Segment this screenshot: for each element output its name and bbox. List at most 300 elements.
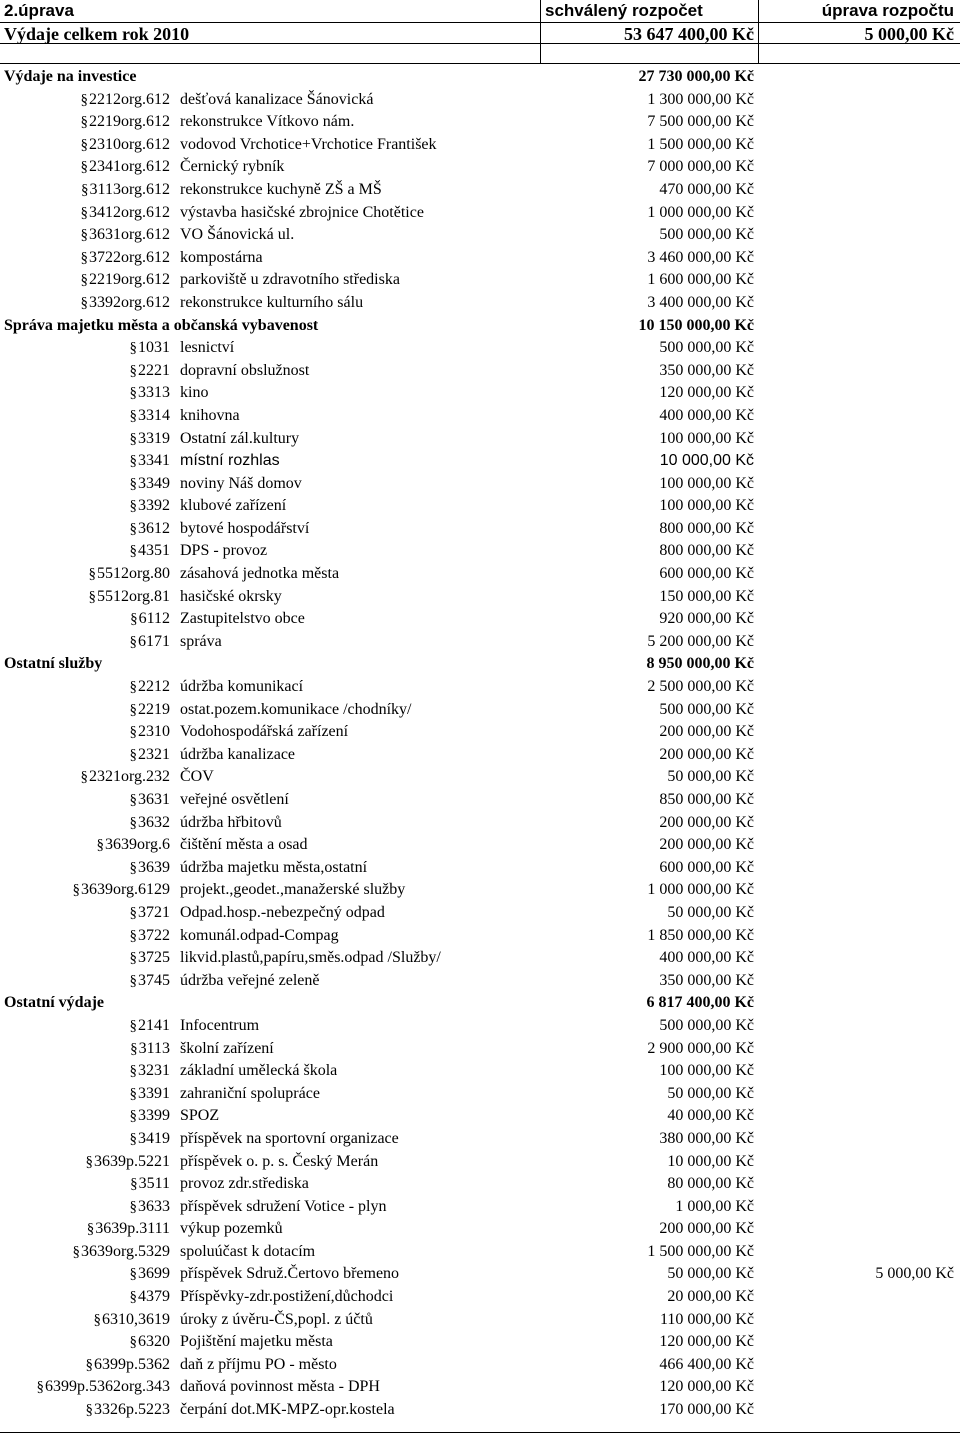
budget-code bbox=[0, 450, 180, 473]
budget-code bbox=[0, 292, 180, 315]
paragraph-sign-icon: § bbox=[130, 1176, 138, 1193]
budget-code-value: 3639 bbox=[138, 858, 170, 876]
budget-amount: 600 000,00 Kč bbox=[659, 858, 754, 876]
budget-change bbox=[758, 1218, 960, 1241]
budget-code-value: 3391 bbox=[138, 1084, 170, 1102]
budget-code-value: 2321 bbox=[138, 745, 170, 763]
budget-code-value: 3639org.6129 bbox=[80, 881, 170, 899]
budget-code-value: 3631org.612 bbox=[88, 226, 170, 244]
paragraph-sign-icon: § bbox=[129, 746, 137, 763]
budget-code-value: 2321org.232 bbox=[88, 768, 170, 786]
budget-amount: 200 000,00 Kč bbox=[659, 723, 754, 741]
paragraph-sign-icon: § bbox=[80, 204, 88, 221]
section-header-row bbox=[0, 315, 960, 338]
budget-change bbox=[758, 586, 960, 609]
budget-description: kompostárna bbox=[180, 248, 263, 266]
budget-change bbox=[758, 631, 960, 654]
budget-row bbox=[0, 473, 960, 496]
budget-code-value: 3639p.3111 bbox=[95, 1220, 170, 1238]
paragraph-sign-icon: § bbox=[80, 114, 88, 131]
paragraph-sign-icon: § bbox=[80, 227, 88, 244]
budget-change bbox=[758, 428, 960, 451]
paragraph-sign-icon: § bbox=[129, 814, 137, 831]
budget-description: místní rozhlas bbox=[180, 452, 280, 470]
budget-code-value: 3319 bbox=[138, 429, 170, 447]
budget-change bbox=[758, 89, 960, 112]
budget-description: školní zařízení bbox=[180, 1039, 274, 1057]
grand-total-row bbox=[0, 22, 960, 44]
budget-code bbox=[0, 360, 180, 383]
budget-code bbox=[0, 1151, 180, 1174]
budget-row bbox=[0, 1083, 960, 1106]
budget-amount: 200 000,00 Kč bbox=[659, 1220, 754, 1238]
budget-amount: 1 600 000,00 Kč bbox=[647, 271, 754, 289]
budget-amount: 10 000,00 Kč bbox=[659, 452, 754, 470]
budget-description: daňová povinnost města - DPH bbox=[180, 1378, 380, 1396]
budget-description: VO Šánovická ul. bbox=[180, 226, 295, 244]
budget-code bbox=[0, 970, 180, 993]
paragraph-sign-icon: § bbox=[86, 1221, 95, 1238]
budget-description: příspěvek Sdruž.Čertovo břemeno bbox=[180, 1265, 400, 1283]
budget-description: vodovod Vrchotice+Vrchotice František bbox=[180, 135, 437, 153]
budget-row bbox=[0, 1376, 960, 1399]
budget-row bbox=[0, 1331, 960, 1354]
budget-description: údržba komunikací bbox=[180, 678, 304, 696]
budget-description: parkoviště u zdravotního střediska bbox=[180, 271, 400, 289]
budget-row bbox=[0, 879, 960, 902]
budget-row bbox=[0, 766, 960, 789]
budget-code bbox=[0, 1241, 180, 1264]
budget-row bbox=[0, 1354, 960, 1377]
budget-change bbox=[758, 540, 960, 563]
budget-row bbox=[0, 1060, 960, 1083]
budget-code-value: 3631 bbox=[138, 791, 170, 808]
budget-row bbox=[0, 1241, 960, 1264]
budget-code bbox=[0, 631, 180, 654]
paragraph-sign-icon: § bbox=[129, 543, 137, 560]
budget-change bbox=[758, 1331, 960, 1354]
section-header-row bbox=[0, 653, 960, 676]
budget-change bbox=[758, 269, 960, 292]
budget-row bbox=[0, 1286, 960, 1309]
budget-description: rekonstrukce kulturního sálu bbox=[180, 293, 364, 311]
budget-code bbox=[0, 1196, 180, 1219]
budget-change bbox=[758, 1105, 960, 1128]
budget-code bbox=[0, 1309, 180, 1332]
budget-code bbox=[0, 721, 180, 744]
budget-amount: 380 000,00 Kč bbox=[659, 1129, 754, 1147]
budget-amount: 800 000,00 Kč bbox=[659, 542, 754, 560]
budget-row bbox=[0, 1309, 960, 1332]
budget-row bbox=[0, 111, 960, 134]
budget-code bbox=[0, 518, 180, 541]
budget-code bbox=[0, 1331, 180, 1354]
paragraph-sign-icon: § bbox=[129, 701, 137, 718]
budget-amount: 150 000,00 Kč bbox=[659, 587, 754, 605]
paragraph-sign-icon: § bbox=[72, 1243, 80, 1260]
budget-code-value: 3113org.612 bbox=[89, 180, 170, 198]
section-total: 6 817 400,00 Kč bbox=[646, 994, 754, 1012]
budget-code-value: 2212org.612 bbox=[88, 90, 170, 108]
budget-change bbox=[758, 1309, 960, 1332]
budget-code-value: 3314 bbox=[138, 406, 170, 424]
budget-change bbox=[758, 1083, 960, 1106]
paragraph-sign-icon: § bbox=[129, 792, 137, 808]
budget-change: 5 000,00 Kč bbox=[875, 1265, 954, 1283]
paragraph-sign-icon: § bbox=[129, 1017, 137, 1034]
budget-description: rekonstrukce kuchyně ZŠ a MŠ bbox=[180, 180, 382, 198]
budget-amount: 500 000,00 Kč bbox=[659, 700, 754, 718]
budget-change bbox=[758, 834, 960, 857]
paragraph-sign-icon: § bbox=[129, 453, 137, 470]
paragraph-sign-icon: § bbox=[36, 1379, 44, 1396]
budget-row bbox=[0, 744, 960, 767]
budget-code bbox=[0, 1286, 180, 1309]
budget-amount: 100 000,00 Kč bbox=[659, 474, 754, 492]
paragraph-sign-icon: § bbox=[129, 1130, 137, 1147]
budget-row bbox=[0, 224, 960, 247]
paragraph-sign-icon: § bbox=[129, 724, 137, 741]
paragraph-sign-icon: § bbox=[129, 1108, 137, 1125]
budget-code bbox=[0, 563, 180, 586]
paragraph-sign-icon: § bbox=[129, 1063, 137, 1080]
budget-change bbox=[758, 857, 960, 880]
budget-row bbox=[0, 134, 960, 157]
budget-code bbox=[0, 1399, 180, 1422]
budget-amount: 5 200 000,00 Kč bbox=[647, 632, 754, 650]
budget-code-value: 3326p.5223 bbox=[94, 1401, 170, 1419]
budget-row bbox=[0, 337, 960, 360]
budget-description: údržba veřejné zeleně bbox=[180, 971, 320, 989]
budget-code bbox=[0, 337, 180, 360]
budget-description: projekt.,geodet.,manažerské služby bbox=[180, 881, 406, 899]
budget-amount: 1 850 000,00 Kč bbox=[647, 926, 754, 944]
budget-description: příspěvek sdružení Votice - plyn bbox=[180, 1197, 387, 1215]
budget-code bbox=[0, 202, 180, 225]
budget-description: Vodohospodářská zařízení bbox=[180, 723, 349, 741]
budget-code-value: 5512org.81 bbox=[96, 587, 170, 605]
budget-amount: 50 000,00 Kč bbox=[667, 903, 754, 921]
budget-code bbox=[0, 608, 180, 631]
budget-change bbox=[758, 1399, 960, 1422]
budget-code-value: 6399p.5362 bbox=[94, 1355, 170, 1373]
paragraph-sign-icon: § bbox=[129, 1334, 137, 1351]
budget-change bbox=[758, 156, 960, 179]
budget-code bbox=[0, 766, 180, 789]
budget-code-value: 3725 bbox=[138, 949, 170, 967]
paragraph-sign-icon: § bbox=[129, 904, 137, 921]
budget-change bbox=[758, 518, 960, 541]
budget-description: dešťová kanalizace Šánovická bbox=[180, 90, 374, 108]
paragraph-sign-icon: § bbox=[129, 520, 137, 537]
budget-amount: 3 460 000,00 Kč bbox=[647, 248, 754, 266]
budget-row bbox=[0, 812, 960, 835]
paragraph-sign-icon: § bbox=[130, 1040, 138, 1057]
budget-code bbox=[0, 1218, 180, 1241]
budget-code bbox=[0, 382, 180, 405]
budget-description: Ostatní zál.kultury bbox=[180, 429, 300, 447]
budget-amount: 7 500 000,00 Kč bbox=[647, 113, 754, 131]
budget-code-value: 3341 bbox=[138, 452, 170, 470]
budget-code bbox=[0, 947, 180, 970]
budget-code bbox=[0, 1015, 180, 1038]
paragraph-sign-icon: § bbox=[130, 611, 138, 628]
budget-description: bytové hospodářství bbox=[180, 519, 310, 537]
budget-amount: 800 000,00 Kč bbox=[659, 519, 754, 537]
budget-row bbox=[0, 1038, 960, 1061]
budget-description: veřejné osvětlení bbox=[180, 791, 289, 808]
paragraph-sign-icon: § bbox=[93, 1311, 101, 1328]
grand-total-approved: 53 647 400,00 Kč bbox=[540, 23, 758, 43]
budget-description: ČOV bbox=[180, 768, 214, 786]
budget-row bbox=[0, 902, 960, 925]
paragraph-sign-icon: § bbox=[80, 136, 88, 153]
budget-change bbox=[758, 134, 960, 157]
budget-code-value: 6112 bbox=[138, 610, 170, 628]
budget-amount: 400 000,00 Kč bbox=[659, 949, 754, 967]
budget-change bbox=[758, 1060, 960, 1083]
budget-amount: 920 000,00 Kč bbox=[659, 610, 754, 628]
paragraph-sign-icon: § bbox=[129, 1085, 137, 1102]
budget-row bbox=[0, 925, 960, 948]
paragraph-sign-icon: § bbox=[129, 1289, 137, 1306]
budget-code-value: 2310 bbox=[138, 723, 170, 741]
budget-description: základní umělecká škola bbox=[180, 1062, 338, 1080]
budget-row bbox=[0, 1105, 960, 1128]
budget-change bbox=[758, 1151, 960, 1174]
sheet-title: 2.úprava bbox=[4, 1, 74, 20]
budget-row bbox=[0, 292, 960, 315]
budget-code bbox=[0, 156, 180, 179]
budget-amount: 100 000,00 Kč bbox=[659, 1062, 754, 1080]
budget-row bbox=[0, 1128, 960, 1151]
budget-change bbox=[758, 495, 960, 518]
budget-description: Pojištění majetku města bbox=[180, 1333, 333, 1351]
budget-description: Infocentrum bbox=[180, 1016, 260, 1034]
budget-description: Odpad.hosp.-nebezpečný odpad bbox=[180, 903, 385, 921]
budget-amount: 170 000,00 Kč bbox=[659, 1401, 754, 1419]
budget-description: zásahová jednotka města bbox=[180, 565, 340, 583]
budget-description: čištění města a osad bbox=[180, 836, 308, 854]
budget-change bbox=[758, 473, 960, 496]
budget-code-value: 5512org.80 bbox=[96, 565, 170, 583]
budget-change bbox=[758, 902, 960, 925]
paragraph-sign-icon: § bbox=[129, 430, 137, 447]
budget-row bbox=[0, 428, 960, 451]
budget-code bbox=[0, 834, 180, 857]
budget-change bbox=[758, 744, 960, 767]
budget-row bbox=[0, 269, 960, 292]
budget-row bbox=[0, 202, 960, 225]
budget-code-value: 3399 bbox=[138, 1107, 170, 1125]
paragraph-sign-icon: § bbox=[80, 294, 88, 311]
spacer-row bbox=[0, 44, 960, 64]
budget-change bbox=[758, 766, 960, 789]
paragraph-sign-icon: § bbox=[80, 91, 88, 108]
budget-amount: 600 000,00 Kč bbox=[659, 565, 754, 583]
budget-code bbox=[0, 540, 180, 563]
budget-description: SPOZ bbox=[180, 1107, 220, 1125]
budget-code bbox=[0, 405, 180, 428]
paragraph-sign-icon: § bbox=[129, 385, 137, 402]
budget-code bbox=[0, 925, 180, 948]
budget-code bbox=[0, 269, 180, 292]
budget-change bbox=[758, 247, 960, 270]
budget-amount: 50 000,00 Kč bbox=[667, 1265, 754, 1283]
budget-amount: 200 000,00 Kč bbox=[659, 836, 754, 854]
budget-change bbox=[758, 202, 960, 225]
budget-amount: 200 000,00 Kč bbox=[659, 813, 754, 831]
budget-description: rekonstrukce Vítkovo nám. bbox=[180, 113, 355, 131]
paragraph-sign-icon: § bbox=[129, 407, 137, 424]
budget-code bbox=[0, 1038, 180, 1061]
budget-change bbox=[758, 1354, 960, 1377]
budget-code-value: 2219 bbox=[138, 700, 170, 718]
budget-description: lesnictví bbox=[180, 339, 235, 357]
budget-code-value: 3412org.612 bbox=[88, 203, 170, 221]
budget-description: kino bbox=[180, 384, 209, 402]
budget-description: příspěvek na sportovní organizace bbox=[180, 1129, 399, 1147]
budget-change bbox=[758, 450, 960, 473]
budget-amount: 850 000,00 Kč bbox=[659, 791, 754, 808]
budget-row bbox=[0, 518, 960, 541]
budget-code bbox=[0, 1354, 180, 1377]
budget-code-value: 3612 bbox=[138, 519, 170, 537]
budget-change bbox=[758, 1173, 960, 1196]
budget-code bbox=[0, 812, 180, 835]
bottom-rule bbox=[0, 1432, 960, 1433]
budget-code-value: 3632 bbox=[138, 813, 170, 831]
section-total: 27 730 000,00 Kč bbox=[638, 68, 754, 85]
budget-code-value: 3721 bbox=[138, 903, 170, 921]
budget-row bbox=[0, 360, 960, 383]
budget-description: noviny Náš domov bbox=[180, 474, 302, 492]
budget-amount: 1 000 000,00 Kč bbox=[647, 881, 754, 899]
budget-description: správa bbox=[180, 632, 222, 650]
paragraph-sign-icon: § bbox=[85, 1153, 93, 1170]
paragraph-sign-icon: § bbox=[129, 340, 137, 357]
paragraph-sign-icon: § bbox=[129, 475, 137, 492]
budget-code-value: 2219org.612 bbox=[88, 113, 170, 131]
budget-description: provoz zdr.střediska bbox=[180, 1175, 309, 1193]
budget-description: Příspěvky-zdr.postižení,důchodci bbox=[180, 1288, 394, 1306]
budget-change bbox=[758, 224, 960, 247]
budget-code-value: 6320 bbox=[138, 1333, 170, 1351]
budget-code-value: 3722org.612 bbox=[88, 248, 170, 266]
budget-code bbox=[0, 1376, 180, 1399]
budget-code-value: 1031 bbox=[138, 339, 170, 357]
budget-amount: 120 000,00 Kč bbox=[659, 384, 754, 402]
budget-change bbox=[758, 292, 960, 315]
paragraph-sign-icon: § bbox=[85, 1356, 93, 1373]
budget-change bbox=[758, 1038, 960, 1061]
budget-description: výkup pozemků bbox=[180, 1220, 283, 1238]
budget-description: Zastupitelstvo obce bbox=[180, 610, 305, 628]
budget-code bbox=[0, 134, 180, 157]
budget-change bbox=[758, 1196, 960, 1219]
budget-change bbox=[758, 1128, 960, 1151]
budget-amount: 2 900 000,00 Kč bbox=[647, 1039, 754, 1057]
budget-amount: 500 000,00 Kč bbox=[659, 226, 754, 244]
paragraph-sign-icon: § bbox=[129, 498, 137, 515]
paragraph-sign-icon: § bbox=[129, 950, 137, 967]
budget-amount: 1 300 000,00 Kč bbox=[647, 90, 754, 108]
budget-row bbox=[0, 540, 960, 563]
budget-code-value: 3699 bbox=[138, 1265, 170, 1283]
budget-amount: 50 000,00 Kč bbox=[667, 1084, 754, 1102]
budget-amount: 400 000,00 Kč bbox=[659, 406, 754, 424]
budget-amount: 7 000 000,00 Kč bbox=[647, 158, 754, 176]
budget-change bbox=[758, 382, 960, 405]
budget-amount: 350 000,00 Kč bbox=[659, 971, 754, 989]
budget-change bbox=[758, 699, 960, 722]
budget-description: klubové zařízení bbox=[180, 497, 287, 515]
section-total: 8 950 000,00 Kč bbox=[646, 655, 754, 673]
budget-code-value: 3745 bbox=[138, 971, 170, 989]
budget-amount: 1 000 000,00 Kč bbox=[647, 203, 754, 221]
budget-code-value: 6399p.5362org.343 bbox=[44, 1378, 170, 1396]
budget-change bbox=[758, 1015, 960, 1038]
budget-change bbox=[758, 789, 960, 812]
budget-row bbox=[0, 608, 960, 631]
paragraph-sign-icon: § bbox=[88, 566, 96, 583]
budget-description: údržba majetku města,ostatní bbox=[180, 858, 368, 876]
budget-amount: 500 000,00 Kč bbox=[659, 339, 754, 357]
budget-row bbox=[0, 631, 960, 654]
budget-row bbox=[0, 676, 960, 699]
budget-row bbox=[0, 721, 960, 744]
budget-code bbox=[0, 744, 180, 767]
budget-row bbox=[0, 382, 960, 405]
budget-code bbox=[0, 676, 180, 699]
budget-amount: 200 000,00 Kč bbox=[659, 745, 754, 763]
paragraph-sign-icon: § bbox=[129, 1266, 137, 1283]
budget-code bbox=[0, 89, 180, 112]
budget-row bbox=[0, 1218, 960, 1241]
budget-description: úroky z úvěru-ČS,popl. z účtů bbox=[180, 1310, 373, 1328]
budget-code-value: 3633 bbox=[138, 1197, 170, 1215]
budget-row bbox=[0, 450, 960, 473]
change-column-header: úprava rozpočtu bbox=[758, 0, 960, 22]
budget-row bbox=[0, 495, 960, 518]
budget-code-value: 3639org.5329 bbox=[80, 1242, 170, 1260]
paragraph-sign-icon: § bbox=[129, 972, 137, 989]
section-title: Výdaje na investice bbox=[4, 68, 137, 85]
paragraph-sign-icon: § bbox=[80, 769, 88, 786]
budget-amount: 120 000,00 Kč bbox=[659, 1378, 754, 1396]
budget-code bbox=[0, 857, 180, 880]
grand-total-label: Výdaje celkem rok 2010 bbox=[4, 24, 190, 43]
budget-description: ostat.pozem.komunikace /chodníky/ bbox=[180, 700, 412, 718]
budget-change bbox=[758, 925, 960, 948]
grand-total-change: 5 000,00 Kč bbox=[758, 23, 960, 43]
budget-code-value: 4351 bbox=[138, 542, 170, 560]
budget-amount: 466 400,00 Kč bbox=[659, 1355, 754, 1373]
budget-code bbox=[0, 902, 180, 925]
budget-code bbox=[0, 428, 180, 451]
section-title: Ostatní služby bbox=[4, 655, 103, 673]
paragraph-sign-icon: § bbox=[129, 1198, 137, 1215]
budget-amount: 1 500 000,00 Kč bbox=[647, 135, 754, 153]
section-title: Ostatní výdaje bbox=[4, 994, 104, 1012]
budget-description: zahraniční spolupráce bbox=[180, 1084, 320, 1102]
budget-amount: 2 500 000,00 Kč bbox=[647, 678, 754, 696]
budget-amount: 10 000,00 Kč bbox=[667, 1152, 754, 1170]
budget-code-value: 2212 bbox=[138, 678, 170, 696]
budget-amount: 100 000,00 Kč bbox=[659, 429, 754, 447]
paragraph-sign-icon: § bbox=[129, 679, 137, 696]
paragraph-sign-icon: § bbox=[80, 159, 88, 176]
